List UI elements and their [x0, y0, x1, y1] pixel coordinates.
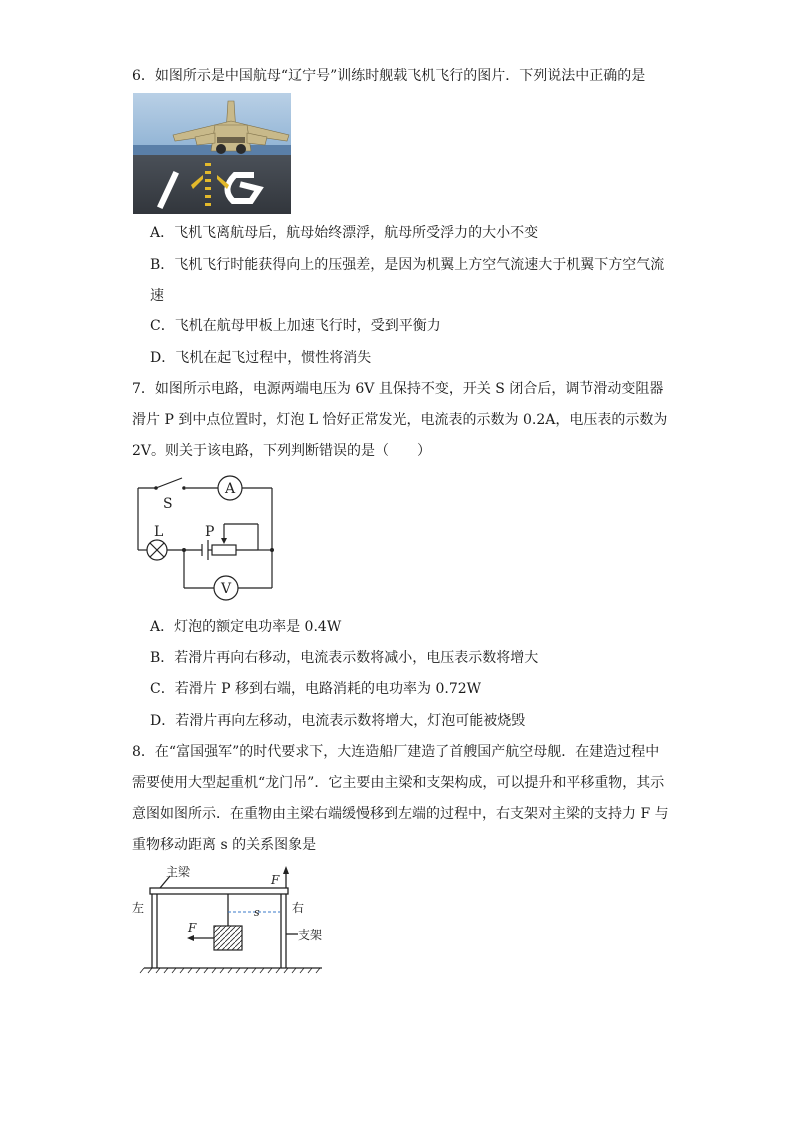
- q6-option-b-cont: 速: [150, 288, 164, 304]
- support-label: 支架: [298, 928, 323, 942]
- q6-option-b: B．飞机飞行时能获得向上的压强差，是因为机翼上方空气流速大于机翼下方空气流: [150, 257, 665, 273]
- q8-stem-line-2: 需要使用大型起重机“龙门吊”．它主要由主梁和支架构成，可以提升和平移重物，其示: [132, 775, 665, 791]
- aircraft-carrier-photo: [133, 93, 291, 214]
- q6-option-d: D．飞机在起飞过程中，惯性将消失: [150, 350, 372, 366]
- q7-option-d: D．若滑片再向左移动，电流表示数将增大，灯泡可能被烧毁: [150, 713, 526, 729]
- q6-stem: 6．如图所示是中国航母“辽宁号”训练时舰载飞机飞行的图片．下列说法中正确的是: [132, 68, 646, 84]
- beam-label: 主梁: [166, 865, 191, 879]
- lamp-label: L: [154, 524, 164, 540]
- q7-stem-line-3: 2V。则关于该电路，下列判断错误的是（ ）: [132, 443, 432, 459]
- q8-stem-line-1: 8．在“富国强军”的时代要求下，大连造船厂建造了首艘国产航空母舰．在建造过程中: [132, 744, 660, 760]
- ammeter-label: A: [224, 481, 236, 497]
- left-label: 左: [132, 901, 145, 915]
- slider-label: P: [205, 524, 215, 540]
- force-left-label: F: [188, 921, 197, 935]
- q7-stem-line-2: 滑片 P 到中点位置时，灯泡 L 恰好正常发光，电流表的示数为 0.2A，电压表的示数为: [132, 412, 668, 428]
- right-label: 右: [292, 901, 305, 915]
- q6-option-c: C．飞机在航母甲板上加速飞行时，受到平衡力: [150, 318, 441, 334]
- voltmeter-label: V: [220, 581, 232, 597]
- q7-option-c: C．若滑片 P 移到右端，电路消耗的电功率为 0.72W: [150, 681, 482, 697]
- q7-option-b: B．若滑片再向右移动，电流表示数将减小，电压表示数将增大: [150, 650, 539, 666]
- q7-stem-line-1: 7．如图所示电路，电源两端电压为 6V 且保持不变，开关 S 闭合后，调节滑动变阻器: [132, 381, 664, 397]
- circuit-diagram: [132, 470, 282, 609]
- gantry-crane-diagram: [130, 862, 330, 981]
- q6-option-a: A．飞机飞离航母后，航母始终漂浮，航母所受浮力的大小不变: [150, 225, 539, 241]
- q8-stem-line-3: 意图如图所示．在重物由主梁右端缓慢移到左端的过程中，右支架对主梁的支持力 F 与: [132, 806, 669, 822]
- q7-option-a: A．灯泡的额定电功率是 0.4W: [150, 619, 342, 635]
- force-up-label: F: [271, 873, 280, 887]
- switch-label: S: [163, 496, 173, 512]
- distance-label: s: [254, 906, 260, 919]
- q8-stem-line-4: 重物移动距离 s 的关系图象是: [132, 837, 317, 853]
